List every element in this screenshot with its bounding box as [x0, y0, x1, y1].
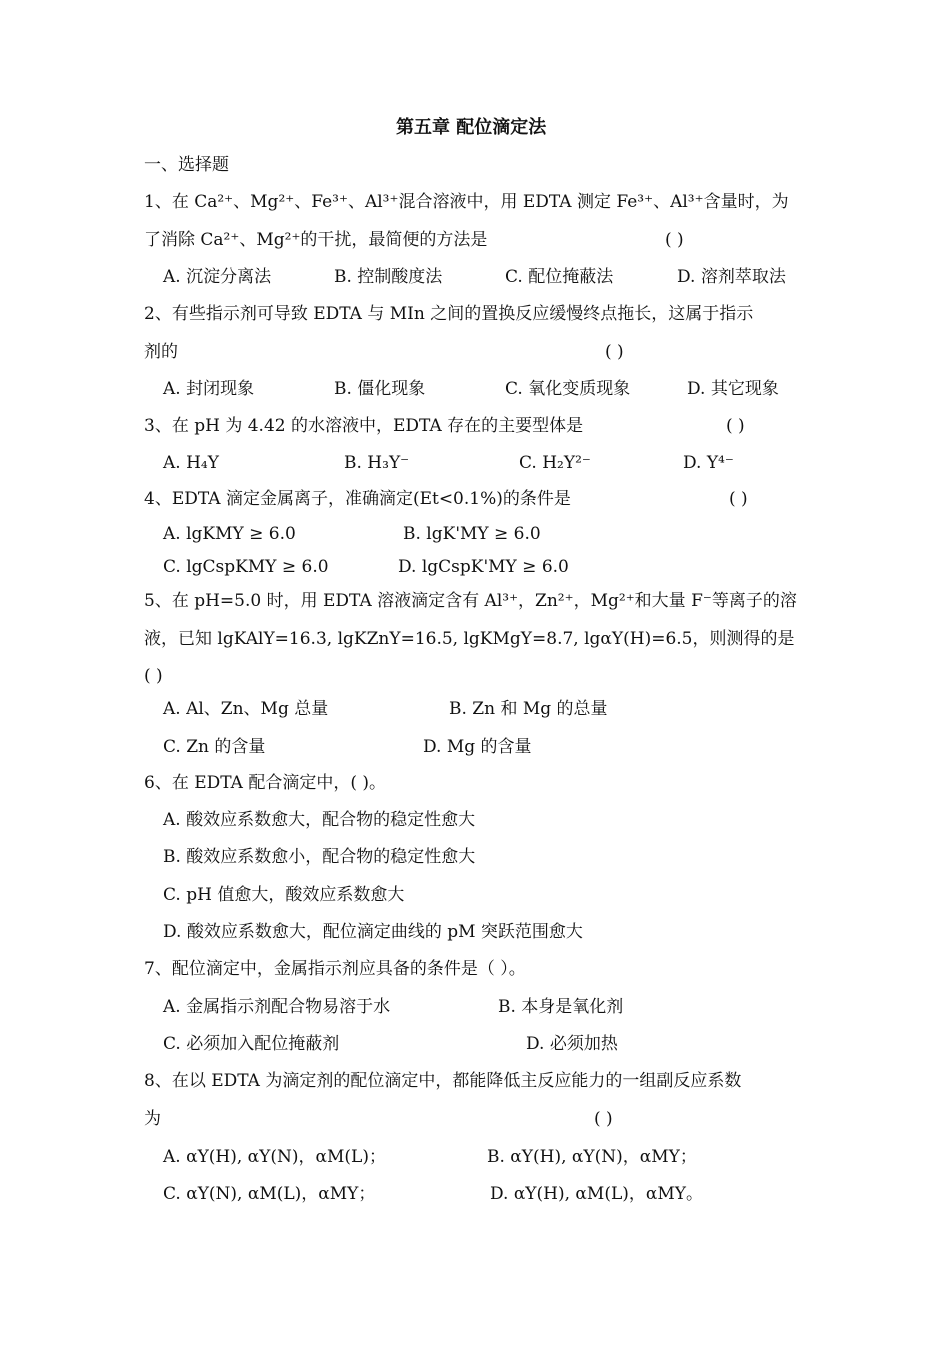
q3-option-d: D. Y⁴⁻ — [683, 453, 734, 473]
q4-option-a: A. lgKMY ≥ 6.0 — [163, 524, 296, 544]
q8-option-c: C. αY(N), αM(L)，αMY； — [163, 1184, 376, 1204]
q5-stem-line2: 液，已知 lgKAlY=16.3, lgKZnY=16.5, lgKMgY=8.7, lgαY(H)=6.5，则测得的是 — [144, 629, 795, 649]
q1-option-c: C. 配位掩蔽法 — [505, 267, 614, 287]
q8-option-b: B. αY(H), αY(N)，αMY； — [487, 1147, 697, 1167]
q6-stem: 6、在 EDTA 配合滴定中，( )。 — [144, 773, 387, 793]
q8-option-d: D. αY(H), αM(L)，αMY。 — [490, 1184, 703, 1204]
q7-option-b: B. 本身是氧化剂 — [498, 997, 624, 1017]
chapter-title: 第五章 配位滴定法 — [396, 117, 547, 138]
q6-option-b: B. 酸效应系数愈小，配合物的稳定性愈大 — [163, 847, 476, 867]
q1-option-b: B. 控制酸度法 — [334, 267, 443, 287]
q6-option-c: C. pH 值愈大，酸效应系数愈大 — [163, 885, 405, 905]
q8-answer-paren: ( ) — [594, 1109, 613, 1129]
q4-option-b: B. lgK'MY ≥ 6.0 — [403, 524, 541, 544]
q3-option-b: B. H₃Y⁻ — [344, 453, 410, 473]
q4-answer-paren: ( ) — [729, 489, 748, 509]
q7-option-a: A. 金属指示剂配合物易溶于水 — [163, 997, 391, 1017]
q5-stem-line1: 5、在 pH=5.0 时，用 EDTA 溶液滴定含有 Al³⁺，Zn²⁺，Mg²⁺和大量 F⁻等离子的溶 — [144, 591, 797, 611]
q5-option-c: C. Zn 的含量 — [163, 737, 266, 757]
q8-option-a: A. αY(H), αY(N)，αM(L)； — [163, 1147, 386, 1167]
q4-stem: 4、EDTA 滴定金属离子，准确滴定(Et<0.1%)的条件是 — [144, 489, 571, 509]
q3-answer-paren: ( ) — [726, 416, 745, 436]
q3-option-a: A. H₄Y — [163, 453, 219, 473]
q4-option-c: C. lgCspKMY ≥ 6.0 — [163, 557, 329, 577]
q2-option-b: B. 僵化现象 — [334, 379, 426, 399]
q7-option-d: D. 必须加热 — [526, 1034, 618, 1054]
q1-answer-paren: ( ) — [665, 230, 684, 250]
q8-stem-line2: 为 — [144, 1109, 161, 1129]
q1-option-a: A. 沉淀分离法 — [163, 267, 272, 287]
q2-stem-line1: 2、有些指示剂可导致 EDTA 与 MIn 之间的置换反应缓慢终点拖长，这属于指示 — [144, 304, 754, 324]
q1-stem-line2: 了消除 Ca²⁺、Mg²⁺的干扰，最简便的方法是 — [144, 230, 488, 250]
q8-stem-line1: 8、在以 EDTA 为滴定剂的配位滴定中，都能降低主反应能力的一组副反应系数 — [144, 1071, 742, 1091]
q5-option-a: A. Al、Zn、Mg 总量 — [163, 699, 329, 719]
q2-option-a: A. 封闭现象 — [163, 379, 255, 399]
q4-option-d: D. lgCspK'MY ≥ 6.0 — [398, 557, 569, 577]
q5-option-b: B. Zn 和 Mg 的总量 — [449, 699, 608, 719]
q5-answer-paren: ( ) — [144, 666, 163, 686]
q3-option-c: C. H₂Y²⁻ — [519, 453, 591, 473]
section-heading: 一、选择题 — [144, 155, 229, 175]
q2-option-d: D. 其它现象 — [687, 379, 779, 399]
q6-option-d: D. 酸效应系数愈大，配位滴定曲线的 pM 突跃范围愈大 — [163, 922, 583, 942]
q1-stem-line1: 1、在 Ca²⁺、Mg²⁺、Fe³⁺、Al³⁺混合溶液中，用 EDTA 测定 Fe³⁺、Al³⁺含量时，为 — [144, 192, 789, 212]
q1-option-d: D. 溶剂萃取法 — [677, 267, 786, 287]
q7-option-c: C. 必须加入配位掩蔽剂 — [163, 1034, 340, 1054]
q6-option-a: A. 酸效应系数愈大，配合物的稳定性愈大 — [163, 810, 476, 830]
q2-answer-paren: ( ) — [605, 342, 624, 362]
q2-stem-line2: 剂的 — [144, 342, 178, 362]
q7-stem: 7、配位滴定中，金属指示剂应具备的条件是（ ）。 — [144, 959, 526, 979]
q2-option-c: C. 氧化变质现象 — [505, 379, 631, 399]
q5-option-d: D. Mg 的含量 — [423, 737, 532, 757]
q3-stem: 3、在 pH 为 4.42 的水溶液中，EDTA 存在的主要型体是 — [144, 416, 584, 436]
